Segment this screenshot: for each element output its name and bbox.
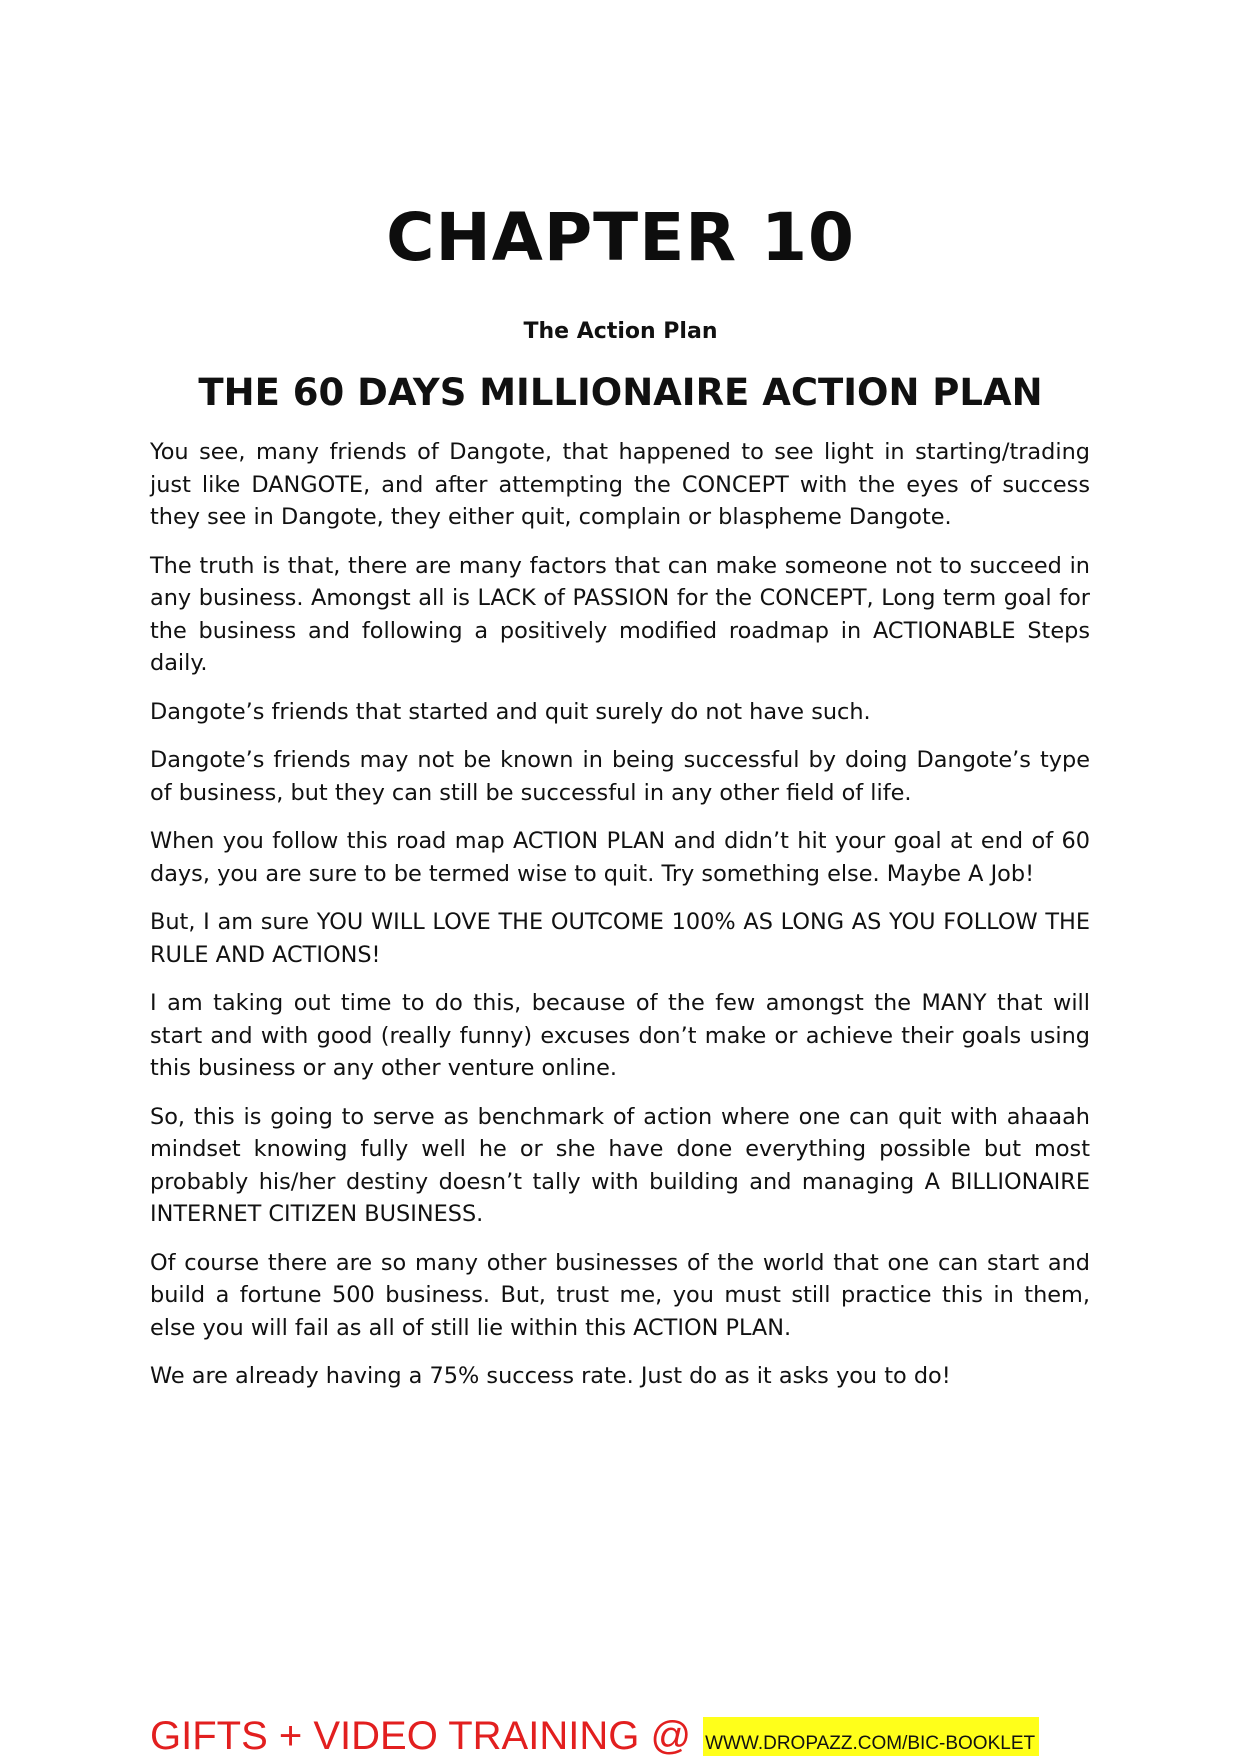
paragraph: The truth is that, there are many factors that can make someone not to succeed in any business. Amongst all is LACK of PASSION for the CONCEPT, Long term goal for the business and following a positively modified roadmap in ACTIONABLE Steps daily. bbox=[150, 552, 1090, 676]
chapter-title: CHAPTER 10 bbox=[386, 199, 855, 276]
paragraph: Of course there are so many other businesses of the world that one can start and build a fortune 500 business. But, trust me, you must still practice this in them, else you will fail as all of still lie within this ACTION PLAN. bbox=[150, 1249, 1090, 1341]
footer-promo bbox=[150, 1708, 1039, 1756]
paragraph: I am taking out time to do this, because of the few amongst the MANY that will start and with good (really funny) excuses don’t make or achieve their goals using this business or any other venture online. bbox=[150, 990, 1090, 1081]
paragraph: When you follow this road map ACTION PLAN and didn’t hit your goal at end of 60 days, you are sure to be termed wise to quit. Try something else. Maybe A Job! bbox=[150, 828, 1090, 887]
body-text bbox=[150, 436, 1090, 1409]
paragraph: So, this is going to serve as benchmark of action where one can quit with ahaaah mindset knowing fully well he or she have done everything possible but most probably his/her destiny doesn’t tally with building and managing A BILLIONAIRE INTERNET CITIZEN BUSINESS. bbox=[150, 1103, 1090, 1227]
paragraph: Dangote’s friends that started and quit surely do not have such. bbox=[150, 698, 871, 725]
footer-link[interactable]: WWW.DROPAZZ.COM/BIC-BOOKLET bbox=[703, 1717, 1039, 1756]
chapter-subtitle: The Action Plan bbox=[523, 319, 718, 344]
paragraph: Dangote’s friends may not be known in being successful by doing Dangote’s type of business, but they can still be successful in any other field of life. bbox=[150, 747, 1090, 806]
paragraph: You see, many friends of Dangote, that happened to see light in starting/trading just like DANGOTE, and after attempting the CONCEPT with the eyes of success they see in Dangote, they either quit, complain or blaspheme Dangote. bbox=[150, 439, 1090, 530]
paragraph: We are already having a 75% success rate. Just do as it asks you to do! bbox=[150, 1363, 951, 1389]
paragraph: But, I am sure YOU WILL LOVE THE OUTCOME 100% AS LONG AS YOU FOLLOW THE RULE AND ACTIONS! bbox=[150, 909, 1090, 968]
section-heading: THE 60 DAYS MILLIONAIRE ACTION PLAN bbox=[198, 371, 1043, 414]
footer-label: GIFTS + VIDEO TRAINING @ bbox=[150, 1714, 692, 1758]
